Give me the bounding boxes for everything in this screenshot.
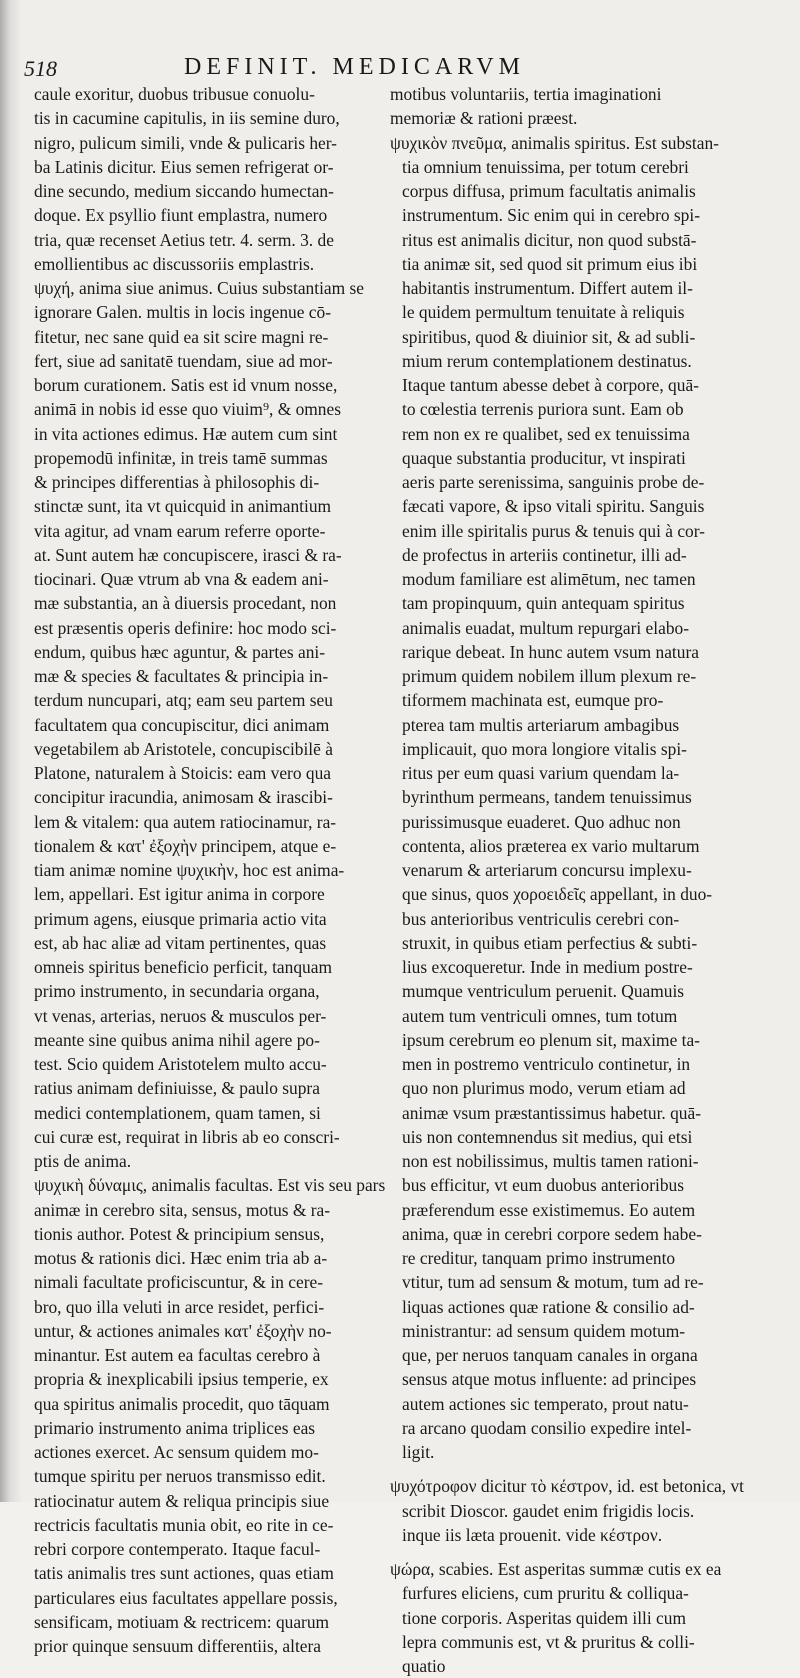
text-line: uis non contemnendus sit medius, qui etsi — [402, 1126, 693, 1147]
text-line: habitantis instrumentum. Differt autem il- — [402, 278, 693, 298]
text-line: quatio — [402, 1656, 446, 1676]
text-line: quo non plurimus modo, verum etiam ad — [402, 1078, 686, 1099]
text-line: de profectus in arteriis continetur, illi ad- — [402, 544, 687, 565]
text-line: men in postremo ventriculo continetur, in — [402, 1054, 691, 1074]
text-line: endum, quibus hæc aguntur, & partes ani- — [34, 641, 326, 662]
text-line: test. Scio quidem Aristotelem multo accu- — [34, 1054, 327, 1074]
text-line: scribit Dioscor. gaudet enim frigidis locis. — [402, 1500, 695, 1521]
text-line: liquas actiones quæ ratione & consilio ad- — [402, 1296, 695, 1317]
entry-psychikon-pneuma — [390, 82, 785, 1464]
text-line: doque. Ex psyllio fiunt emplastra, numero — [34, 205, 328, 226]
text-line: borum curationem. Satis est id vnum nosse, — [34, 375, 338, 395]
text-line: primum agens, eiusque primaria actio vita — [34, 908, 327, 929]
text-line: in vita actiones edimus. Hæ autem cum sint — [34, 423, 338, 444]
text-line: implicauit, quo mora longiore vitalis spi- — [402, 738, 687, 759]
text-line: ligit. — [402, 1442, 435, 1462]
text-line: venarum & arteriarum concursu implexu- — [402, 860, 692, 880]
text-line: motibus voluntariis, tertia imaginationi — [390, 84, 662, 104]
text-line: Itaque tantum abesse debet à corpore, quā- — [402, 375, 699, 395]
text-line: nimali facultate proficiscuntur, & in cere- — [34, 1272, 324, 1293]
text-line: furfures eliciens, cum pruritu & colliqua- — [402, 1583, 689, 1604]
text-line: sensus atque motus influente: ad principes — [402, 1369, 697, 1390]
text-line: mæ & species & facultates & principia in- — [34, 666, 329, 686]
text-line: spiritibus, quod & diuinior sit, & ad subli- — [402, 326, 696, 347]
text-line: quaque substantia producitur, vt inspirati — [402, 447, 686, 468]
text-line: meante sine quibus anima nihil agere po- — [34, 1029, 320, 1050]
text-line: re creditur, tanquam primo instrumento — [402, 1248, 676, 1268]
text-line: dine secundo, medium siccando humectan- — [34, 181, 334, 201]
text-line: minantur. Est autem ea facultas cerebro à — [34, 1345, 321, 1365]
text-line: emollientibus ac discussoriis emplastris. — [34, 253, 315, 274]
text-line: anima, quæ in cerebri corpore sedem habe- — [402, 1223, 702, 1244]
text-line: ministrantur: ad sensum quidem motum- — [402, 1320, 686, 1341]
text-line: nigro, pulicum simili, vnde & pulicaris her- — [34, 132, 337, 153]
text-line: tionis author. Potest & principium sensus, — [34, 1223, 325, 1244]
text-line: ψυχότροφον dicitur τὸ κέστρον, id. est betonica, vt — [390, 1476, 744, 1497]
text-line: aeris parte serenissima, sanguinis probe de- — [402, 472, 705, 492]
text-line: mæ substantia, an à diuersis procedant, non — [34, 593, 337, 614]
text-line: mumque ventriculum peruenit. Quamuis — [402, 981, 685, 1002]
text-line: particulares eius facultates appellare possis, — [34, 1587, 338, 1608]
text-line: medici contemplationem, quam tamen, si — [34, 1102, 321, 1123]
entry-psora — [390, 1557, 785, 1678]
text-line: ψυχικὴ δύναμις, animalis facultas. Est vis seu pars — [34, 1175, 386, 1196]
text-line: tria, quæ recenset Aetius tetr. 4. serm. 3. de — [34, 229, 334, 250]
text-line: mium rerum contemplationem destinatus. — [402, 350, 692, 371]
text-line: tam propinquum, quin antequam spiritus — [402, 593, 685, 614]
text-line: modum familiare est alimētum, nec tamen — [402, 569, 696, 589]
text-line: ψυχή, anima siue animus. Cuius substantiam se — [34, 278, 364, 298]
text-line: bus anterioribus ventriculis cerebri con- — [402, 908, 680, 929]
text-line: rarique debeat. In hunc autem vsum natura — [402, 641, 699, 662]
text-line: actiones exercet. Ac sensum quidem mo- — [34, 1442, 319, 1462]
text-line: ritus per eum quasi varium quendam la- — [402, 763, 680, 783]
text-line: byrinthum permeans, tandem tenuissimus — [402, 787, 692, 808]
text-line: tiam animæ nomine ψυχικὴν, hoc est anima- — [34, 860, 345, 880]
text-line: vita agitur, ad vnam earum referre oporte- — [34, 520, 326, 541]
text-line: ritus est animalis dicitur, non quod substā- — [402, 229, 697, 250]
text-line: enim ille spiritalis purus & tenuis qui à cor- — [402, 520, 705, 541]
text-line: caule exoritur, duobus tribusue conuolu- — [34, 84, 315, 104]
text-line: prior quinque sensuum differentiis, altera — [34, 1636, 322, 1656]
right-column — [390, 82, 785, 1678]
text-line: & principes differentias à philosophis di- — [34, 472, 320, 492]
left-column — [34, 82, 384, 1658]
text-line: fitetur, nec sane quid ea sit scire magni re- — [34, 326, 329, 347]
text-line: tatis animalis tres sunt actiones, quas etiam — [34, 1563, 334, 1584]
text-line: purissimusque euaderet. Quo adhuc non — [402, 811, 681, 832]
text-line: propria & inexplicabili ipsius temperie, ex — [34, 1369, 329, 1390]
text-line: tis in cacumine capitulis, in iis semine duro, — [34, 108, 340, 129]
entry-separator — [390, 1547, 785, 1557]
text-line: contenta, alios præterea ex vario multarum — [402, 835, 700, 856]
text-line: autem actiones sic temperato, prout natu- — [402, 1393, 689, 1414]
text-line: animā in nobis id esse quo viuim⁹, & omnes — [34, 399, 341, 420]
page-title: DEFINIT. MEDICARVM — [184, 54, 525, 80]
text-line: rem non ex re qualibet, sed ex tenuissima — [402, 423, 690, 444]
text-line: vt venas, arterias, neruos & musculos per- — [34, 1005, 327, 1026]
page-number: 518 — [24, 56, 57, 81]
entry-psychotrophon — [390, 1474, 785, 1547]
text-line: tiocinari. Quæ vtrum ab vna & eadem ani- — [34, 569, 329, 589]
text-line: rebri corpore contemperato. Itaque facul- — [34, 1539, 321, 1559]
text-line: primo instrumento, in secundaria organa, — [34, 981, 320, 1002]
text-line: est præsentis operis definire: hoc modo sci- — [34, 617, 337, 638]
text-line: tia animæ sit, sed quod sit primum eius ibi — [402, 253, 698, 274]
text-line: bro, quo illa veluti in arce residet, perfici- — [34, 1296, 325, 1317]
text-line: lepra communis est, vt & pruritus & colli- — [402, 1631, 695, 1652]
text-line: terdum nuncupari, atq; eam seu partem seu — [34, 690, 333, 711]
text-line: animalis euadat, multum repurgari elabo- — [402, 617, 690, 638]
text-line: non est nobilissimus, multis tamen rationi- — [402, 1151, 699, 1171]
text-line: tia omnium tenuissima, per totum cerebri — [402, 156, 689, 177]
text-line: primum quidem nobilem illum plexum re- — [402, 666, 697, 686]
text-line: lem, appellari. Est igitur anima in corpore — [34, 884, 325, 905]
text-line: fert, siue ad sanitatē tuendam, siue ad mor- — [34, 350, 333, 371]
text-line: animæ vsum præstantissimus habetur. quā- — [402, 1102, 702, 1123]
text-line: tiformem machinata est, eumque pro- — [402, 690, 664, 711]
text-line: qua spiritus animalis procedit, quo tāquam — [34, 1393, 330, 1414]
text-line: est, ab hac aliæ ad vitam pertinentes, quas — [34, 932, 327, 953]
text-line: vegetabilem ab Aristotele, concupiscibilē à — [34, 738, 333, 759]
text-line: omneis spiritus beneficio perficit, tanquam — [34, 957, 332, 977]
text-line: stinctæ sunt, ita vt quicquid in animantium — [34, 496, 332, 517]
text-line: ratiocinatur autem & reliqua principis siue — [34, 1490, 330, 1511]
text-line: primario instrumento anima triplices eas — [34, 1417, 316, 1438]
text-line: tione corporis. Asperitas quidem illi cum — [402, 1607, 686, 1628]
text-line: cui curæ est, requirat in libris ab eo conscri- — [34, 1126, 340, 1147]
text-line: que, per neruos tanquam canales in organa — [402, 1345, 698, 1365]
text-line: ψώρα, scabies. Est asperitas summæ cutis ex ea — [390, 1559, 722, 1579]
text-line: ptis de anima. — [34, 1151, 132, 1171]
entry-separator — [390, 1464, 785, 1474]
text-line: ba Latinis dicitur. Eius semen refrigerat or- — [34, 156, 334, 177]
text-line: tumque spiritu per neruos transmisso edit. — [34, 1466, 326, 1487]
running-head — [24, 50, 770, 84]
text-line: ignorare Galen. multis in locis ingenue cō- — [34, 302, 332, 323]
text-line: instrumentum. Sic enim qui in cerebro spi- — [402, 205, 701, 226]
text-line: inque iis læta prouenit. vide κέστρον. — [402, 1524, 663, 1545]
text-line: bus efficitur, vt eum duobus anterioribus — [402, 1175, 685, 1196]
text-line: ψυχικὸν πνεῦμα, animalis spiritus. Est substan- — [390, 132, 719, 153]
text-line: lius excoqueretur. Inde in medium postre- — [402, 957, 693, 977]
text-line: motus & rationis dici. Hæc enim tria ab a- — [34, 1248, 328, 1268]
text-line: autem tum ventriculi omnes, tum totum — [402, 1005, 678, 1026]
text-line: to cœlestia terrenis puriora sunt. Eam ob — [402, 399, 684, 420]
text-line: lem & vitalem: qua autem ratiocinamur, ra- — [34, 811, 337, 832]
text-line: que sinus, quos χοροειδεῖς appellant, in duo- — [402, 884, 713, 905]
text-line: facultatem qua concupiscitur, dici animam — [34, 714, 330, 735]
text-line: sensificam, motiuam & rectricem: quarum — [34, 1611, 330, 1632]
text-line: Platone, naturalem à Stoicis: eam vero qua — [34, 763, 331, 783]
text-line: tionalem & κατ' ἐξοχὴν principem, atque e- — [34, 835, 337, 856]
text-line: untur, & actiones animales κατ' ἐξοχὴν no- — [34, 1320, 332, 1341]
text-line: propemodū infinitæ, in treis tamē summas — [34, 447, 328, 468]
text-line: le quidem permultum tenuitate à reliquis — [402, 302, 685, 323]
text-line: fæcati vapore, & ipso vitali spiritu. Sanguis — [402, 496, 705, 517]
text-line: corpus diffusa, primum facultatis animalis — [402, 181, 696, 201]
text-line: pterea tam multis arteriarum ambagibus — [402, 714, 680, 735]
text-line: at. Sunt autem hæ concupiscere, irasci & ra- — [34, 544, 342, 565]
text-line: vtitur, tum ad sensum & motum, tum ad re- — [402, 1272, 704, 1293]
text-line: animæ in cerebro sita, sensus, motus & ra- — [34, 1199, 331, 1220]
text-line: ratius animam definiuisse, & paulo supra — [34, 1078, 320, 1099]
text-line: concipitur iracundia, animosam & irascibi- — [34, 787, 333, 808]
text-line: rectricis facultatis munia obit, eo rite in ce- — [34, 1514, 334, 1535]
text-line: ipsum cerebrum eo plenum sit, maxime ta- — [402, 1029, 700, 1050]
text-line: memoriæ & rationi præest. — [390, 108, 578, 129]
text-line: ra arcano quodam consilio expedire intel- — [402, 1417, 692, 1438]
text-line: struxit, in quibus etiam perfectius & subti- — [402, 932, 698, 953]
text-line: præferendum esse existimemus. Eo autem — [402, 1199, 696, 1220]
